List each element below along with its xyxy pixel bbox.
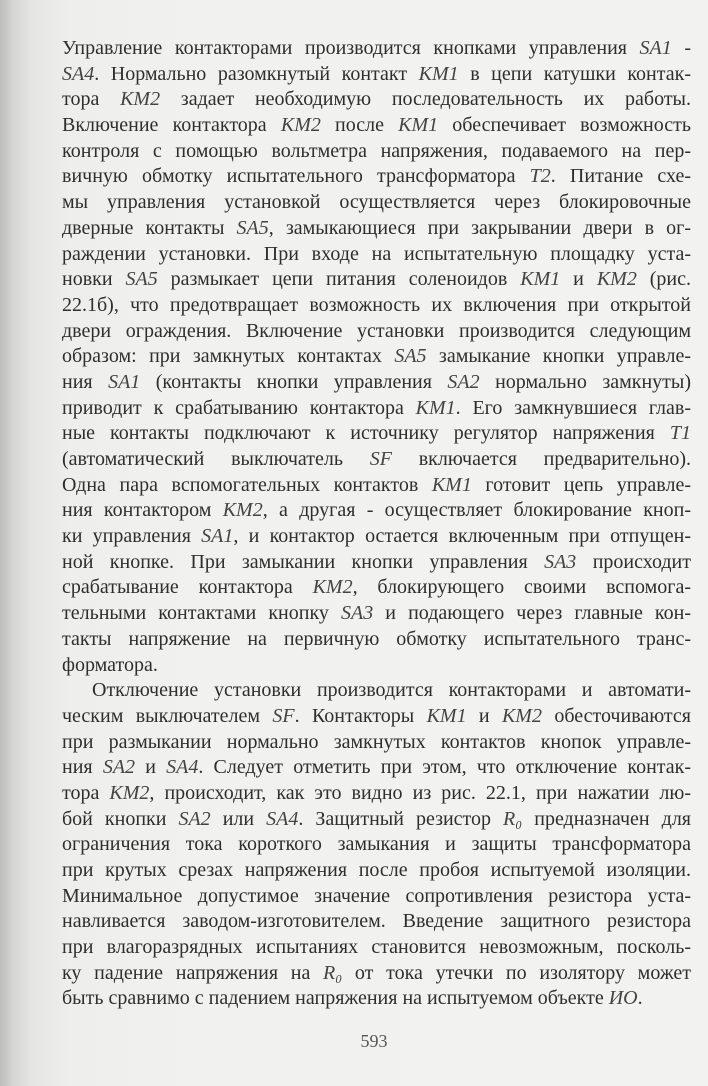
text-segment: , замыкающиеся при закрывании двери в ог- [268,216,691,239]
text-line [62,293,691,319]
designation: KM2 [280,114,321,137]
text-segment: такты напряжение на первичную обмотку испытательного транс- [62,627,691,650]
text-segment: после [320,114,399,137]
text-line [62,36,691,62]
text-segment: от тока утечки по изолятору может [342,961,691,984]
text-segment: ческим выключателем [62,704,273,727]
text-line [62,139,691,165]
body-text [62,36,691,1012]
text-segment: замыкание кнопки управле- [426,345,692,368]
text-line [62,344,691,370]
text-segment: размыкает цепи питания соленоидов [157,268,521,291]
designation: KM2 [222,499,263,522]
text-line [62,62,691,88]
text-line [62,935,691,961]
text-line [62,164,691,190]
designation: T2 [529,165,551,188]
text-segment: навливается заводом-изготовителем. Введение защитного резистора [62,910,691,933]
text-segment: (автоматический выключатель [62,448,370,470]
text-line [62,473,691,499]
text-segment: происходит [576,550,691,573]
designation: KM1 [418,62,459,85]
text-segment: (рис. [636,268,691,291]
text-line [62,498,691,524]
paragraph [62,36,691,678]
designation: SA4 [166,756,199,779]
text-segment: . Контакторы [294,704,427,727]
text-line [62,730,691,756]
designation: KM2 [596,268,637,291]
text-line [62,550,691,576]
text-segment: и [466,704,502,727]
designation: SF [369,448,392,470]
designation: KM1 [426,704,467,727]
text-segment: обесточиваются [541,704,691,727]
text-segment: . Следует отметить при этом, что отключение контак- [198,756,692,779]
designation: KM2 [312,576,353,599]
designation: SA4 [266,807,299,830]
text-line [62,884,691,910]
text-line [62,87,691,113]
text-line [62,267,691,293]
text-segment: ные контакты подключают к источнику регулятор напряжения [62,422,670,445]
text-segment: . [637,987,643,1010]
designation: KM2 [120,88,161,111]
text-segment: форматора. [62,653,158,676]
text-segment: . Питание схе- [550,165,691,188]
text-segment: тора [62,88,121,111]
text-segment: образом: при замкнутых контактах [62,345,395,368]
text-segment: при размыкании нормально замкнутых контактов кнопок управле- [62,730,691,753]
text-line [62,807,691,833]
text-segment: , происходит, как это видно из рис. 22.1, при нажатии лю- [149,781,691,804]
text-segment: задает необходимую последовательность их работы. [160,88,691,111]
designation: SF [272,704,295,727]
text-line [62,678,691,704]
text-segment: приводит к срабатыванию контактора [62,396,416,419]
text-segment: двери ограждения. Включение установки производится следующим [62,319,691,342]
text-line [62,319,691,345]
text-line [62,858,691,884]
designation: KM1 [415,396,456,419]
designation: SA3 [340,602,374,625]
text-line [62,653,691,679]
text-segment: мы управления установкой осуществляется через блокировочные [62,191,691,214]
text-line [62,832,691,858]
text-line [62,704,691,730]
text-segment: ку падение напряжения на [62,961,324,984]
paragraph [62,678,691,1012]
page-number: 593 [360,1031,388,1051]
designation: SA1 [201,525,234,548]
text-segment: тора [62,781,110,804]
text-segment: ной кнопке. При замыкании кнопки управления [62,550,545,573]
text-segment: Включение контактора [62,114,281,137]
designation: SA2 [178,807,211,830]
text-line [62,627,691,653]
text-segment: ния [62,370,109,393]
text-segment: , блокирующего своими вспомога- [352,576,691,599]
text-line [62,421,691,447]
text-segment: новки [62,268,126,291]
text-line [62,190,691,216]
text-segment: ния [62,756,103,779]
text-segment: быть сравнимо с падением напряжения на испытуемом объекте [62,987,609,1010]
text-segment: готовит цепь управле- [471,473,691,496]
text-segment: . Его замкнувшиеся глав- [455,396,692,419]
text-segment: при влагоразрядных испытаниях становится невозможным, посколь- [62,936,691,959]
text-segment: и [560,268,597,291]
text-line [62,961,691,987]
text-segment: и [135,756,167,779]
text-line [62,396,691,422]
designation: T1 [669,422,691,445]
designation: SA5 [125,268,158,291]
text-segment: обеспечивает возможность [438,114,692,137]
text-segment: - [671,37,691,59]
text-line [62,113,691,139]
designation: KM1 [398,114,439,137]
text-segment: ки управления [62,525,202,548]
designation: KM2 [109,781,150,804]
designation: SA2 [447,370,480,393]
designation: KM1 [520,268,561,291]
text-segment: Одна пара вспомогательных контактов [62,473,432,496]
text-segment: при крутых срезах напряжения после пробоя испытуемой изоляции. [62,859,691,881]
text-line [62,909,691,935]
text-segment: нормально замкнуты) [479,370,692,393]
text-segment: . Защитный резистор [298,807,504,830]
designation: SA5 [394,345,427,368]
text-segment: предназначен для [522,807,691,830]
text-segment: включается предварительно). [391,448,692,470]
text-segment: ограничения тока короткого замыкания и защиты трансформатора [62,833,691,856]
designation: ИО [608,987,638,1010]
text-line [62,524,691,550]
text-segment: и подающего через главные кон- [373,602,691,625]
text-line [62,575,691,601]
designation: R₀ [323,961,343,984]
text-line [62,755,691,781]
text-line [62,986,691,1012]
designation: KM1 [431,473,472,496]
text-segment: Отключение установки производится контакторами и автомати- [92,679,691,702]
text-line [62,447,691,473]
text-line [62,781,691,807]
text-segment: . Нормально разомкнутый контакт [94,62,419,85]
text-segment: или [210,807,267,830]
text-segment: (контакты кнопки управления [140,370,448,393]
designation: SA3 [544,550,577,573]
text-segment: Минимальное допустимое значение сопротивления резистора уста- [62,884,691,907]
designation: SA4 [62,62,95,85]
text-segment: дверные контакты [62,216,237,239]
designation: KM2 [501,704,542,727]
text-line [62,370,691,396]
designation: SA5 [236,216,269,239]
text-segment: срабатывание контактора [62,576,313,599]
text-line [62,216,691,242]
text-segment: бой кнопки [62,807,179,830]
text-segment: в цепи катушки контак- [458,62,691,85]
text-segment: , а другая - осуществляет блокирование кноп- [262,499,691,522]
text-segment: контроля с помощью вольтметра напряжения, подаваемого на пер- [62,139,691,162]
text-segment: вичную обмотку испытательного трансформатора [62,165,530,188]
text-segment: тельными контактами кнопку [62,602,341,625]
designation: SA1 [639,37,672,59]
text-line [62,242,691,268]
text-segment: ния контактором [62,499,223,522]
text-segment: 22.1б), что предотвращает возможность их включения при открытой [62,293,691,316]
text-segment: Управление контакторами производится кнопками управления [62,37,640,59]
designation: R₀ [503,807,523,830]
designation: SA2 [102,756,136,779]
text-segment: раждении установки. При входе на испытательную площадку уста- [62,242,691,265]
designation: SA1 [108,370,141,393]
text-segment: , и контактор остается включенным при отпущен- [233,525,691,548]
text-line [62,601,691,627]
